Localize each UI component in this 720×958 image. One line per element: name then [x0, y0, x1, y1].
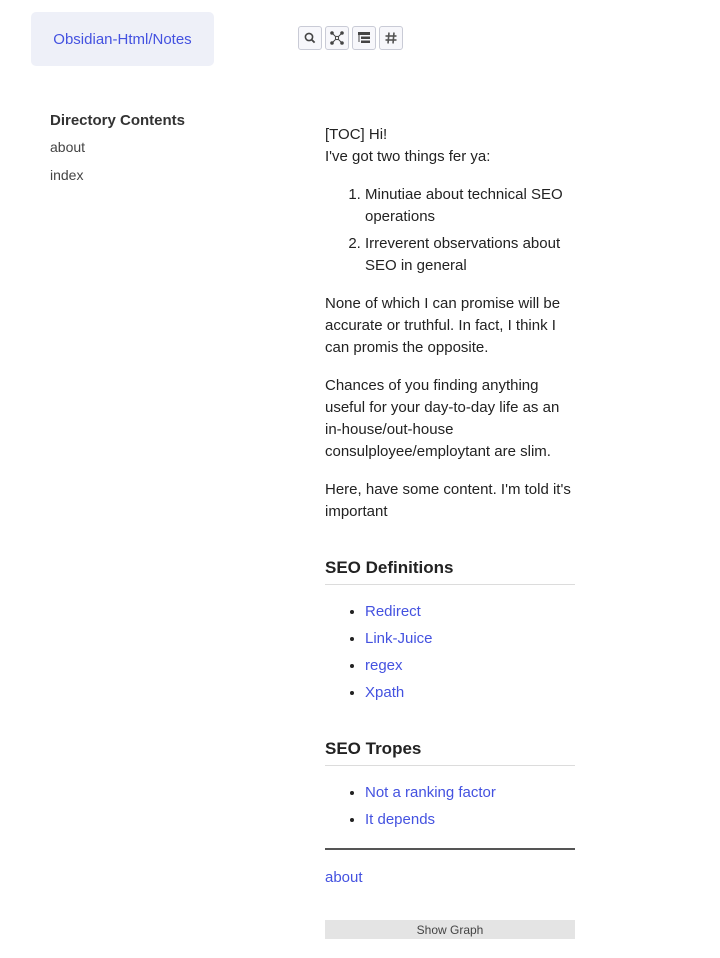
heading-seo-tropes: SEO Tropes	[325, 738, 575, 766]
backlink-about[interactable]: about	[325, 869, 363, 886]
tree-icon	[356, 30, 372, 46]
vault-tab[interactable]	[31, 12, 214, 66]
search-icon	[303, 31, 317, 45]
tags-icon	[384, 31, 398, 45]
list-item	[365, 601, 575, 623]
list-item: 2. Irreverent observations about SEO in general	[365, 233, 575, 277]
vault-tab-label: Obsidian-Html/Notes	[53, 30, 192, 48]
link-link-juice[interactable]: Link-Juice	[365, 630, 433, 647]
backlinks	[325, 867, 575, 889]
paragraph-chances: Chances of you finding anything useful for your day-to-day life as an in-house/out-house consulployee/employtant are slim.	[325, 377, 560, 460]
directory-contents	[50, 112, 270, 193]
directory-item-index[interactable]: index	[50, 167, 84, 183]
search-button[interactable]	[298, 26, 322, 50]
link-not-a-ranking-factor[interactable]: Not a ranking factor	[365, 784, 496, 801]
graph-button[interactable]	[325, 26, 349, 50]
intro-line-2: I've got two things fer ya:	[325, 148, 491, 165]
tropes-list	[325, 782, 575, 831]
link-xpath[interactable]: Xpath	[365, 684, 405, 701]
list-item	[365, 655, 575, 677]
link-it-depends[interactable]: It depends	[365, 811, 436, 828]
intro-paragraph	[325, 124, 575, 168]
definitions-list	[325, 601, 575, 704]
paragraph-content: Here, have some content. I'm told it's important	[325, 481, 571, 520]
directory-title: Directory Contents	[50, 112, 186, 129]
list-item	[365, 782, 575, 804]
list-item	[365, 628, 575, 650]
toolbar	[298, 26, 403, 50]
graph-icon	[329, 30, 345, 46]
intro-line-1: [TOC] Hi!	[325, 126, 388, 143]
link-redirect[interactable]: Redirect	[365, 603, 421, 620]
ordered-list	[325, 184, 575, 277]
directory-item-about[interactable]: about	[50, 139, 86, 155]
list-item	[365, 682, 575, 704]
list-item	[365, 809, 575, 831]
tags-button[interactable]	[379, 26, 403, 50]
tree-button[interactable]	[352, 26, 376, 50]
heading-seo-definitions: SEO Definitions	[325, 557, 575, 585]
link-regex[interactable]: regex	[365, 657, 403, 674]
show-graph-button[interactable]: Show Graph	[325, 920, 575, 939]
backlinks-divider	[325, 848, 575, 850]
paragraph-accuracy: None of which I can promise will be accurate or truthful. In fact, I think I can promis the opposite.	[325, 295, 561, 356]
list-item: 1. Minutiae about technical SEO operations	[365, 184, 575, 228]
note-content	[325, 124, 575, 939]
